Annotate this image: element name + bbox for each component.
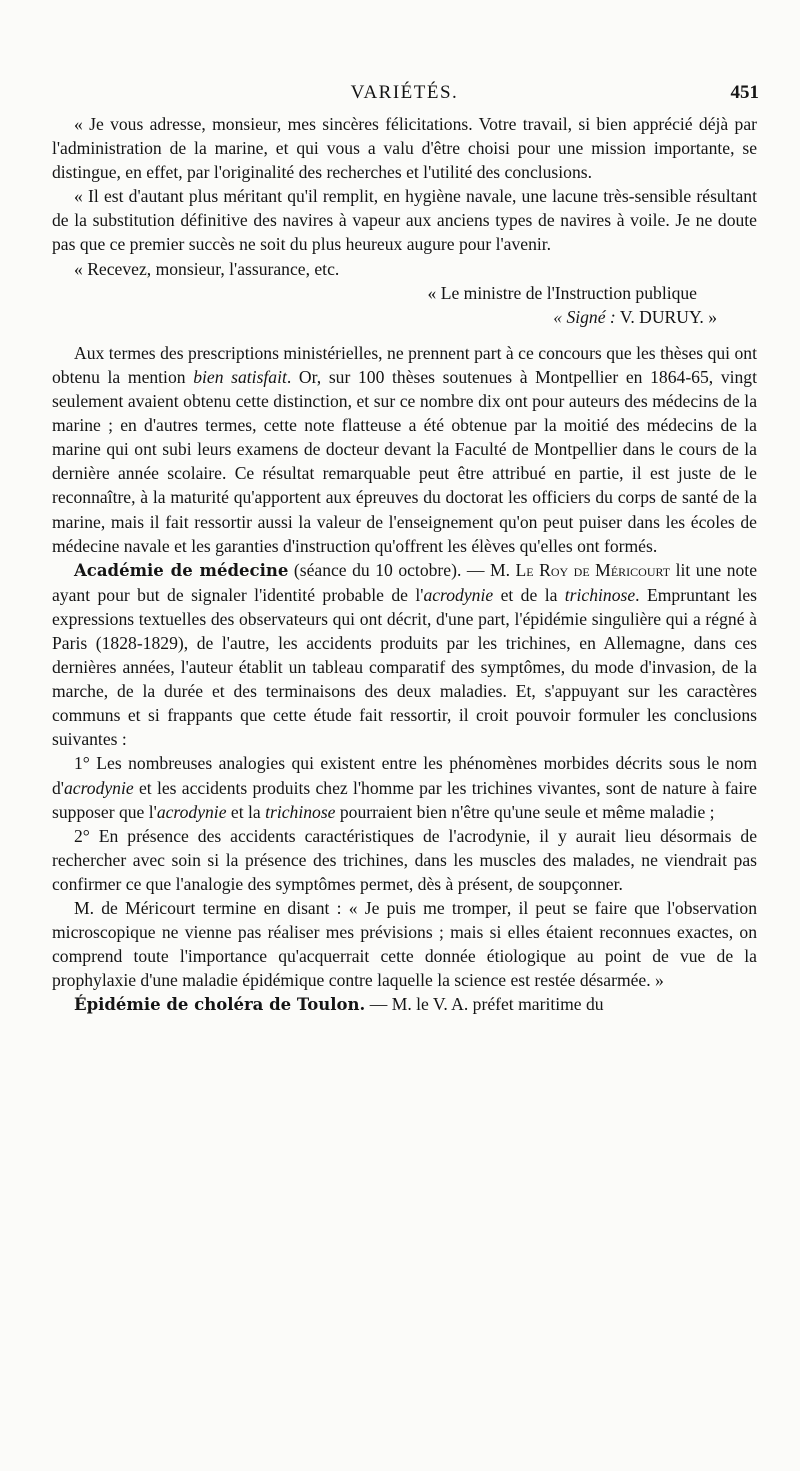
letter-closing: « Recevez, monsieur, l'assurance, etc. [74,258,340,279]
signature-line [52,305,757,329]
running-title: VARIÉTÉS. [350,82,459,103]
author-name: Le Roy de Méricourt [515,559,671,580]
signed-name: V. DURUY. » [615,306,717,327]
conclusion-1-text-2: et les accidents produits chez l'homme par les trichines vivantes, sont de nature à faire supposer que l' [52,777,757,822]
theses-text-1: Aux termes des prescriptions ministérielles, ne prennent part à ce concours que les thèses qui ont obtenu la mention [52,342,757,387]
trichinose-term-2: trichinose [265,801,336,822]
conclusion-1-text-4: pourraient bien n'être qu'une seule et même maladie ; [335,801,715,822]
mention-text: bien satisfait [193,366,287,387]
academie-heading: Académie de médecine [74,560,289,580]
theses-paragraph [52,341,757,558]
conclusion-2: 2° En présence des accidents caractéristiques de l'acrodynie, il y aurait lieu désormais de rechercher avec soin si la présence des trichines, dans les muscles des malades, ne viendrait pas confirmer ce que l'analogie des symptômes permet, dès à présent, de soupçonner. [52,825,757,894]
letter-paragraph-2: « Il est d'autant plus méritant qu'il remplit, en hygiène navale, une lacune très-sensible résultant de la substitution définitive des navires à vapeur aux anciens types de navires à voile. Je ne doute pas que ce premier succès ne soit du plus heureux augure pour l'avenir. [52,186,757,255]
academie-text-1: (séance du 10 octobre). — M. [288,559,516,580]
academie-text-3: et de la [493,584,565,605]
cholera-heading: Épidémie de choléra de Toulon. [74,995,366,1015]
page-header [52,82,757,112]
academie-text-4: . Empruntant les expressions textuelles des observateurs qui ont décrit, d'une part, l'épidémie singulière qui a régné à Paris (1828-1829), de l'autre, les accidents produits par les trichines, en Allemagne, dans ces dernières années, l'auteur établit un tableau comparatif des symptômes, du mode d'invasion, de la marche, de la durée et des terminaisons des deux maladies. Et, s'appuyant sur les caractères communs et si frappants que cette étude fait ressortir, il croit pouvoir formuler les conclusions suivantes : [52,584,757,750]
conclusion-1 [52,751,757,823]
separator-space [52,329,757,341]
academie-paragraph [52,558,757,752]
acrodynie-term-2: acrodynie [63,777,134,798]
letter-paragraph-1: « Je vous adresse, monsieur, mes sincères félicitations. Votre travail, si bien apprécié déjà par l'administration de la marine, et qui vous a valu d'être choisi pour une mission importante, se distingue, en effet, par l'originalité des recherches et l'utilité des conclusions. [52,114,757,183]
theses-text-2: . Or, sur 100 thèses soutenues à Montpellier en 1864-65, vingt seulement avaient obtenu cette distinction, et sur ce nombre dix ont pour auteurs des médecins de la marine ; en d'autres termes, cette note flatteuse a été obtenue par la moitié des médecins de la marine qui ont subi leurs examens de docteur devant la Faculté de Montpellier dans le cours de la dernière année scolaire. Ce résultat remarquable peut être attribué en partie, il est juste de le reconnaître, à la maturité qu'apportent aux épreuves du doctorat les officiers du corps de santé de la marine, mais il fait ressortir aussi la valeur de l'enseignement qu'on peut puiser dans les écoles de médecine navale et les garanties d'instruction qu'offrent les élèves qu'elles ont formés. [52,366,757,556]
minister-line: « Le ministre de l'Instruction publique [427,282,697,303]
closing-paragraph: M. de Méricourt termine en disant : « Je puis me tromper, il peut se faire que l'observation microscopique ne vienne pas réaliser mes prévisions ; mais si elles étaient reconnues exactes, on comprend toute l'importance qu'acquerrait cette donnée étiologique au point de vue de la prophylaxie d'une maladie épidémique contre laquelle la science est restée désarmée. » [52,898,757,991]
signed-label: « Signé : [553,306,616,327]
academie-text-2: lit une note ayant pour but de signaler l'identité probable de l' [52,559,757,605]
cholera-text: — M. le V. A. préfet maritime du [365,994,604,1015]
acrodynie-term: acrodynie [423,584,494,605]
page-number: 451 [730,82,759,103]
document-page [52,82,757,1017]
trichinose-term: trichinose [564,584,636,605]
conclusion-1-text-1: 1° Les nombreuses analogies qui existent entre les phénomènes morbides décrits sous le nom d' [52,753,757,798]
acrodynie-term-3: acrodynie [156,801,227,822]
cholera-paragraph [52,992,757,1017]
conclusion-1-text-3: et la [226,801,266,822]
